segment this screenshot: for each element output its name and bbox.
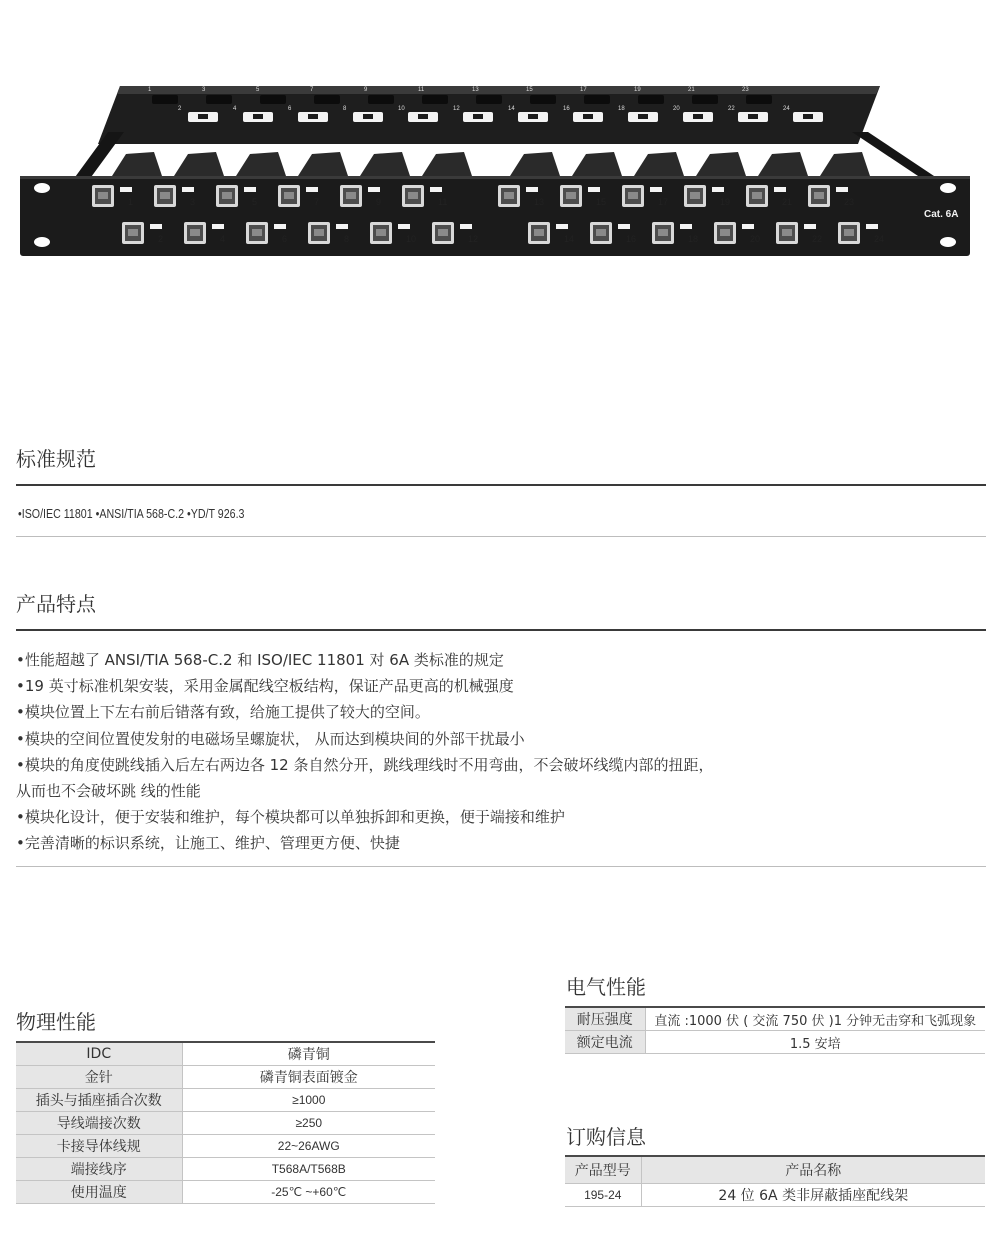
table-header-row — [565, 1156, 985, 1184]
label-strip — [212, 224, 224, 229]
features-rule — [16, 629, 986, 631]
label-strip — [774, 187, 786, 192]
spec-key: 使用温度 — [16, 1181, 182, 1204]
table-row — [565, 1007, 985, 1031]
spec-key: 插头与插座插合次数 — [16, 1089, 182, 1112]
rear-slot — [692, 95, 718, 104]
column-header-name: 产品名称 — [641, 1156, 985, 1184]
label-strip — [274, 224, 286, 229]
table-row — [16, 1181, 435, 1204]
rear-port-label: 10 — [398, 106, 405, 112]
features-bottom-rule — [16, 866, 986, 867]
port-number: 19 — [720, 197, 731, 207]
port-number: 14 — [564, 234, 575, 244]
port-number: 10 — [406, 234, 417, 244]
label-strip — [836, 187, 848, 192]
label-strip — [120, 187, 132, 192]
rear-port-label: 22 — [728, 106, 735, 112]
rear-port-label: 6 — [288, 106, 292, 112]
module-top — [236, 152, 286, 176]
column-header-model: 产品型号 — [565, 1156, 641, 1184]
features-list — [16, 647, 713, 857]
spec-key: 端接线序 — [16, 1158, 182, 1181]
standards-bottom-rule — [16, 536, 986, 537]
table-row — [16, 1066, 435, 1089]
rear-slot — [584, 95, 610, 104]
module-top — [758, 152, 808, 176]
order-model: 195-24 — [565, 1184, 641, 1207]
feature-item: •模块的角度使跳线插入后左右两边各 12 条自然分开，跳线理线时不用弯曲，不会破坏线缆内部的扭距， — [16, 755, 714, 774]
port-number: 1 — [128, 197, 134, 207]
spec-key: 金针 — [16, 1066, 182, 1089]
product-image — [20, 72, 980, 262]
table-row — [16, 1158, 435, 1181]
rear-port-label: 5 — [256, 87, 260, 93]
module-top — [298, 152, 348, 176]
feature-item: •性能超越了 ANSI/TIA 568-C.2 和 ISO/IEC 11801 对 6A 类标准的规定 — [16, 651, 504, 669]
spec-value: -25℃ ~+60℃ — [182, 1181, 435, 1204]
label-strip — [680, 224, 692, 229]
port-number: 5 — [252, 197, 258, 207]
module-top — [360, 152, 410, 176]
port-number: 4 — [220, 234, 226, 244]
standards-title: 标准规范 — [16, 447, 96, 471]
port-number: 17 — [658, 197, 669, 207]
rear-slot — [476, 95, 502, 104]
port-number: 20 — [750, 234, 761, 244]
rear-slot — [746, 95, 772, 104]
spec-key: 卡接导体线规 — [16, 1135, 182, 1158]
rear-port-label: 20 — [673, 106, 680, 112]
feature-item-continued: 从而也不会破坏跳 线的性能 — [16, 782, 201, 801]
feature-item: •模块位置上下左右前后错落有致，给施工提供了较大的空间。 — [16, 703, 430, 722]
spec-value: 1.5 安培 — [645, 1031, 985, 1054]
rear-port-label: 13 — [472, 87, 479, 93]
rear-port-label: 19 — [634, 87, 641, 93]
module-top — [572, 152, 622, 176]
feature-item: •模块的空间位置使发射的电磁场呈螺旋状， 从而达到模块间的外部干扰最小 — [16, 729, 525, 748]
port-number: 7 — [314, 197, 320, 207]
standards-text: •ISO/IEC 11801 •ANSI/TIA 568-C.2 •YD/T 926.3 — [18, 506, 245, 521]
rear-port-label: 2 — [178, 106, 182, 112]
rear-port-label: 3 — [202, 87, 206, 93]
standards-rule — [16, 484, 986, 486]
feature-item: •模块化设计，便于安装和维护，每个模块都可以单独拆卸和更换，便于端接和维护 — [16, 808, 565, 827]
label-strip — [588, 187, 600, 192]
port-number: 9 — [376, 197, 382, 207]
ordering-title: 订购信息 — [566, 1125, 646, 1149]
label-strip — [742, 224, 754, 229]
rear-port-label: 24 — [783, 106, 790, 112]
spec-value: T568A/T568B — [182, 1158, 435, 1181]
table-row — [16, 1135, 435, 1158]
port-number: 2 — [158, 234, 164, 244]
rear-port-label: 21 — [688, 87, 695, 93]
label-strip — [460, 224, 472, 229]
spec-key: 耐压强度 — [565, 1007, 645, 1031]
port-number: 12 — [468, 234, 479, 244]
port-number: 18 — [688, 234, 699, 244]
table-row — [565, 1031, 985, 1054]
rear-port-label: 8 — [343, 106, 347, 112]
spec-value: 磷青铜 — [182, 1042, 435, 1066]
rear-slot — [152, 95, 178, 104]
port-number: 16 — [626, 234, 637, 244]
cat6a-mark: Cat. 6A — [924, 209, 959, 220]
rear-port-label: 7 — [310, 87, 314, 93]
label-strip — [866, 224, 878, 229]
rear-slot — [260, 95, 286, 104]
label-strip — [182, 187, 194, 192]
port-number: 13 — [534, 197, 545, 207]
spec-value: ≥250 — [182, 1112, 435, 1135]
rear-slot — [368, 95, 394, 104]
label-strip — [336, 224, 348, 229]
spec-key: IDC — [16, 1042, 182, 1066]
port-number: 8 — [344, 234, 350, 244]
rear-port-label: 16 — [563, 106, 570, 112]
patch-panel-illustration — [20, 72, 980, 262]
rear-port-label: 18 — [618, 106, 625, 112]
ordering-table — [565, 1155, 985, 1207]
physical-table — [16, 1041, 435, 1204]
rear-slot — [314, 95, 340, 104]
rear-slot — [530, 95, 556, 104]
spec-value: 22~26AWG — [182, 1135, 435, 1158]
table-row — [16, 1089, 435, 1112]
rear-port-label: 4 — [233, 106, 237, 112]
rear-port-label: 11 — [418, 87, 425, 93]
module-top — [634, 152, 684, 176]
rear-slot — [422, 95, 448, 104]
table-row — [16, 1042, 435, 1066]
rear-port-label: 14 — [508, 106, 515, 112]
module-top — [820, 152, 870, 176]
spec-value: ≥1000 — [182, 1089, 435, 1112]
label-strip — [244, 187, 256, 192]
port-number: 24 — [874, 234, 885, 244]
rear-port-label: 12 — [453, 106, 460, 112]
port-number: 23 — [844, 197, 855, 207]
table-row — [16, 1112, 435, 1135]
port-number: 6 — [282, 234, 288, 244]
feature-item: •19 英寸标准机架安装，采用金属配线空板结构，保证产品更高的机械强度 — [16, 677, 514, 696]
rear-port-label: 1 — [148, 87, 152, 93]
rear-port-label: 17 — [580, 87, 587, 93]
module-top — [696, 152, 746, 176]
rear-port-label: 23 — [742, 87, 749, 93]
label-strip — [526, 187, 538, 192]
module-top — [422, 152, 472, 176]
electrical-title: 电气性能 — [566, 975, 646, 999]
feature-item: •完善清晰的标识系统，让施工、维护、管理更方便、快捷 — [16, 834, 400, 853]
label-strip — [804, 224, 816, 229]
module-top — [174, 152, 224, 176]
port-number: 3 — [190, 197, 196, 207]
rear-slot — [206, 95, 232, 104]
port-number: 11 — [438, 197, 448, 207]
label-strip — [430, 187, 442, 192]
order-name: 24 位 6A 类非屏蔽插座配线架 — [641, 1184, 985, 1207]
label-strip — [150, 224, 162, 229]
label-strip — [712, 187, 724, 192]
spec-key: 导线端接次数 — [16, 1112, 182, 1135]
label-strip — [368, 187, 380, 192]
spec-key: 额定电流 — [565, 1031, 645, 1054]
spec-value: 磷青铜表面镀金 — [182, 1066, 435, 1089]
electrical-table — [565, 1006, 985, 1054]
label-strip — [650, 187, 662, 192]
module-top — [510, 152, 560, 176]
label-strip — [306, 187, 318, 192]
spec-value: 直流 :1000 伏 ( 交流 750 伏 )1 分钟无击穿和飞弧现象 — [645, 1007, 985, 1031]
label-strip — [556, 224, 568, 229]
rear-slot — [638, 95, 664, 104]
features-title: 产品特点 — [16, 592, 96, 616]
physical-title: 物理性能 — [16, 1010, 96, 1034]
port-number: 21 — [782, 197, 793, 207]
port-number: 22 — [812, 234, 823, 244]
rear-port-label: 15 — [526, 87, 533, 93]
table-row — [565, 1184, 985, 1207]
port-number: 15 — [596, 197, 607, 207]
label-strip — [618, 224, 630, 229]
rear-port-label: 9 — [364, 87, 368, 93]
label-strip — [398, 224, 410, 229]
module-top — [112, 152, 162, 176]
